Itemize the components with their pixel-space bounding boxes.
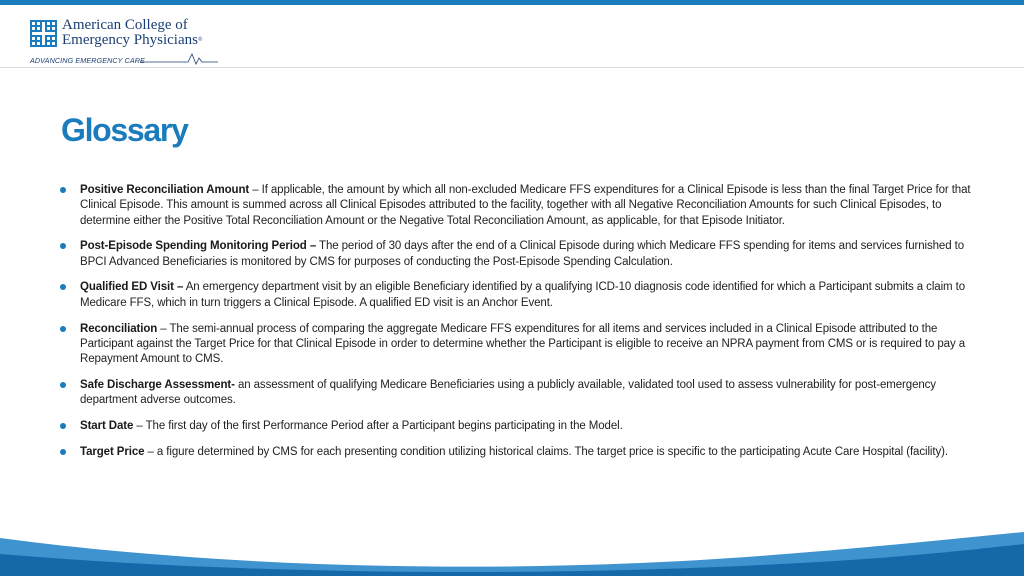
glossary-term: Start Date <box>80 420 134 433</box>
glossary-definition: – If applicable, the amount by which all non-excluded Medicare FFS expenditures for a Clinical Episode is less than the final Target Price for that Clinical Episode. This amount is summed across all Clinical Episodes attributed to the facility, together with all Negative Reconciliation Amounts for such Clinical Episodes, to determine either the Positive Total Reconciliation Amount or the Negative Total Reconciliation Amount, as applicable, for that Episode Initiator. <box>80 184 971 227</box>
glossary-item <box>60 378 972 409</box>
registered-mark: ® <box>197 37 203 43</box>
glossary-item <box>60 322 972 368</box>
glossary-item <box>60 183 972 229</box>
logo-name-line1: American College of <box>62 17 188 33</box>
footer-wave <box>0 530 1024 576</box>
page-title: Glossary <box>61 112 188 148</box>
bullet-icon <box>60 326 66 332</box>
glossary-definition: – The semi-annual process of comparing the aggregate Medicare FFS expenditures for all items and services included in a Clinical Episode attributed to the Participant against the Target Price for that Clinical Episode in order to determine whether the Participant is eligible to receive an NPRA payment from CMS or is required to pay a Repayment Amount to CMS. <box>80 322 965 366</box>
header-divider <box>0 67 1024 68</box>
glossary-definition: The period of 30 days after the end of a Clinical Episode during which Medicare FFS spending for items and services furnished to BPCI Advanced Beneficiaries is monitored by CMS for purposes of conducting the Post-Episode Spending Calculation. <box>80 240 964 268</box>
logo-name-line2: Emergency Physicians <box>62 32 198 48</box>
bullet-icon <box>60 449 66 455</box>
glossary-term: Safe Discharge Assessment- <box>80 378 235 391</box>
glossary-item <box>60 280 972 311</box>
bullet-icon <box>60 187 66 193</box>
glossary-definition: an assessment of qualifying Medicare Beneficiaries using a publicly available, validated tool used to assess vulnerability for post-emergency department adverse outcomes. <box>80 378 936 407</box>
glossary-definition: – a figure determined by CMS for each presenting condition utilizing historical claims. The target price is specific to the participating Acute Care Hospital (facility). <box>144 445 948 458</box>
glossary-definition: – The first day of the first Performance Period after a Participant begins participating in the Model. <box>133 420 623 433</box>
bullet-icon <box>60 382 66 388</box>
bullet-icon <box>60 423 66 429</box>
glossary-item <box>60 445 972 460</box>
logo-tagline: ADVANCING EMERGENCY CARE <box>30 56 145 65</box>
glossary-item <box>60 419 972 434</box>
bullet-icon <box>60 243 66 249</box>
glossary-term: Reconciliation <box>80 322 158 335</box>
glossary-list <box>60 183 972 471</box>
logo-grid-icon <box>30 20 57 47</box>
ekg-line-icon <box>140 51 218 65</box>
header <box>0 5 1024 67</box>
glossary-definition: An emergency department visit by an eligible Beneficiary identified by a qualifying ICD-10 diagnosis code identified for which a Participant submits a claim to Medicare FFS, which in turn triggers a Clinical Episode. A qualified ED visit is an Anchor Event. <box>80 281 966 309</box>
glossary-term: Qualified ED Visit – <box>80 281 184 294</box>
glossary-term: Positive Reconciliation Amount <box>80 184 250 196</box>
glossary-term: Post-Episode Spending Monitoring Period – <box>80 240 317 253</box>
bullet-icon <box>60 284 66 290</box>
glossary-term: Target Price <box>80 445 145 458</box>
acep-logo <box>30 18 220 68</box>
logo-wordmark <box>62 18 203 48</box>
glossary-item <box>60 239 972 270</box>
